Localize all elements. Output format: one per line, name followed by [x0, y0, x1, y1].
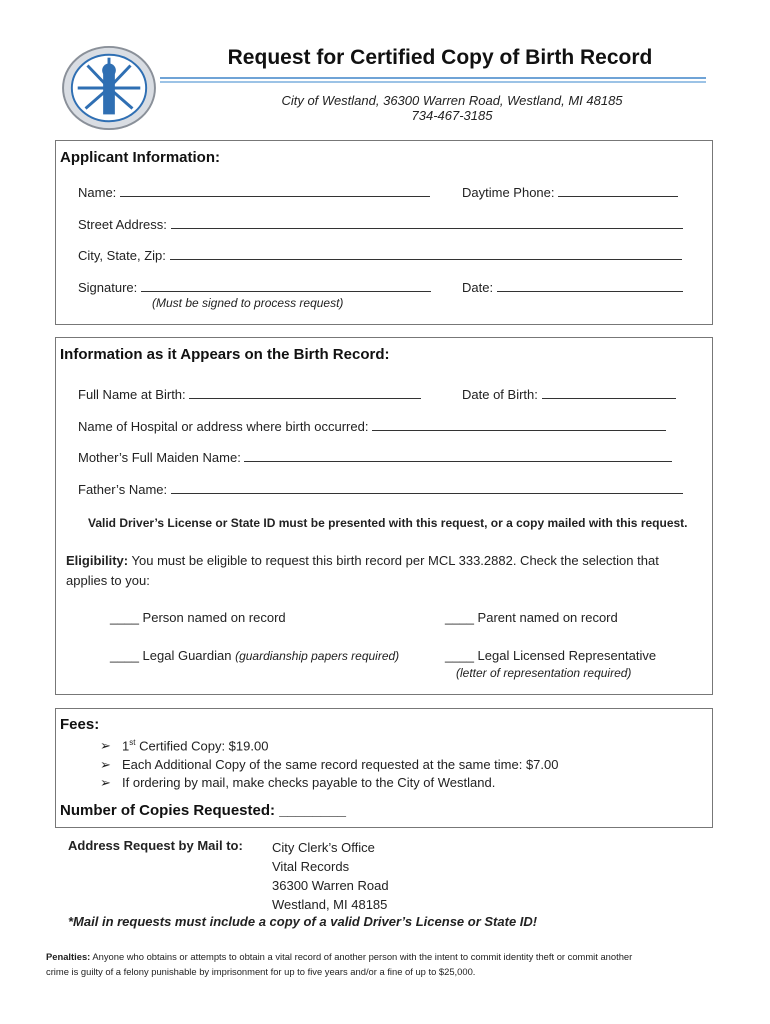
- option-blank[interactable]: ____: [110, 648, 139, 663]
- fee-item: [100, 757, 558, 773]
- arrow-bullet-icon: ➢: [100, 775, 111, 790]
- copies-label: Number of Copies Requested:: [60, 802, 276, 819]
- city-seal-icon: [60, 44, 158, 132]
- option-label: Person named on record: [142, 610, 286, 625]
- signature-line[interactable]: [141, 277, 431, 292]
- copies-blank[interactable]: ________: [279, 802, 346, 819]
- street-label: Street Address:: [78, 217, 167, 232]
- option-label: Legal Licensed Representative: [477, 648, 657, 663]
- penalties-text: [46, 949, 632, 979]
- hospital-field[interactable]: [78, 416, 666, 434]
- option-blank[interactable]: ____: [445, 610, 474, 625]
- date-line[interactable]: [497, 277, 683, 292]
- mail-label: Address Request by Mail to:: [68, 838, 243, 853]
- father-label: Father’s Name:: [78, 482, 168, 497]
- option-parent[interactable]: [445, 610, 618, 625]
- eligibility-label: Eligibility:: [66, 553, 129, 568]
- fullname-label: Full Name at Birth:: [78, 387, 186, 402]
- mail-line: City Clerk’s Office: [272, 840, 375, 855]
- hospital-line[interactable]: [372, 416, 666, 431]
- mother-line[interactable]: [244, 447, 672, 462]
- hospital-label: Name of Hospital or address where birth occurred:: [78, 419, 369, 434]
- mail-notice: *Mail in requests must include a copy of a valid Driver’s License or State ID!: [68, 914, 538, 929]
- signature-field[interactable]: [78, 277, 431, 295]
- father-line[interactable]: [171, 479, 683, 494]
- arrow-bullet-icon: ➢: [100, 757, 111, 772]
- fee-item: [100, 738, 268, 754]
- option-guardian[interactable]: [110, 648, 399, 663]
- fee-text: Each Additional Copy of the same record requested at the same time: $7.00: [122, 757, 559, 772]
- birth-heading: Information as it Appears on the Birth Record:: [60, 346, 390, 363]
- address-line: City of Westland, 36300 Warren Road, Westland, MI 48185: [281, 93, 623, 108]
- eligibility-text: [66, 553, 659, 568]
- copies-field[interactable]: [60, 802, 346, 819]
- mail-line: Westland, MI 48185: [272, 897, 388, 912]
- fullname-line[interactable]: [189, 384, 421, 399]
- option-note: (letter of representation required): [456, 666, 632, 680]
- signature-note: (Must be signed to process request): [152, 296, 344, 310]
- penalties-body-2: crime is guilty of a felony punishable by imprisonment for up to five years and/or a fine of up to $25,000.: [46, 966, 476, 977]
- fee-sup: st: [129, 738, 136, 747]
- eligibility-body: You must be eligible to request this birth record per MCL 333.2882. Check the selection that: [131, 553, 659, 568]
- option-representative[interactable]: [445, 648, 656, 663]
- dob-line[interactable]: [542, 384, 676, 399]
- phone-line[interactable]: [558, 182, 678, 197]
- header-address: [160, 93, 744, 123]
- fee-item: [100, 775, 495, 791]
- penalties-body: Anyone who obtains or attempts to obtain a vital record of another person with the intent to commit identity theft or commit another: [92, 951, 633, 962]
- date-field[interactable]: [462, 277, 683, 295]
- phone-line: 734-467-3185: [411, 108, 493, 123]
- id-notice: Valid Driver’s License or State ID must be presented with this request, or a copy mailed with this request.: [88, 516, 688, 530]
- fullname-field[interactable]: [78, 384, 421, 402]
- phone-label: Daytime Phone:: [462, 185, 555, 200]
- city-field[interactable]: [78, 245, 682, 263]
- dob-label: Date of Birth:: [462, 387, 538, 402]
- arrow-bullet-icon: ➢: [100, 738, 111, 754]
- city-label: City, State, Zip:: [78, 248, 166, 263]
- mail-line: Vital Records: [272, 859, 350, 874]
- phone-field[interactable]: [462, 182, 678, 200]
- option-note: (guardianship papers required): [235, 649, 400, 663]
- date-label: Date:: [462, 280, 494, 295]
- eligibility-text-2: applies to you:: [66, 573, 150, 588]
- street-field[interactable]: [78, 214, 683, 232]
- city-line[interactable]: [170, 245, 682, 260]
- page-title: Request for Certified Copy of Birth Record: [227, 46, 653, 69]
- fee-prefix: 1: [122, 738, 130, 754]
- mail-line: 36300 Warren Road: [272, 878, 389, 893]
- fee-text: Certified Copy: $19.00: [135, 738, 269, 754]
- title-rule: [160, 77, 706, 79]
- fee-text: If ordering by mail, make checks payable to the City of Westland.: [122, 775, 496, 790]
- name-line[interactable]: [120, 182, 430, 197]
- fees-heading: Fees:: [60, 716, 100, 733]
- father-field[interactable]: [78, 479, 683, 497]
- penalties-label: Penalties:: [46, 951, 91, 962]
- option-label: Parent named on record: [477, 610, 618, 625]
- street-line[interactable]: [171, 214, 683, 229]
- name-label: Name:: [78, 185, 117, 200]
- title-rule-light: [160, 81, 706, 83]
- signature-label: Signature:: [78, 280, 138, 295]
- mail-address: [272, 838, 389, 914]
- option-blank[interactable]: ____: [110, 610, 139, 625]
- applicant-heading: Applicant Information:: [60, 149, 220, 166]
- mother-label: Mother’s Full Maiden Name:: [78, 450, 241, 465]
- option-blank[interactable]: ____: [445, 648, 474, 663]
- name-field[interactable]: [78, 182, 430, 200]
- mother-field[interactable]: [78, 447, 672, 465]
- option-label: Legal Guardian: [142, 648, 232, 663]
- option-person[interactable]: [110, 610, 286, 625]
- dob-field[interactable]: [462, 384, 676, 402]
